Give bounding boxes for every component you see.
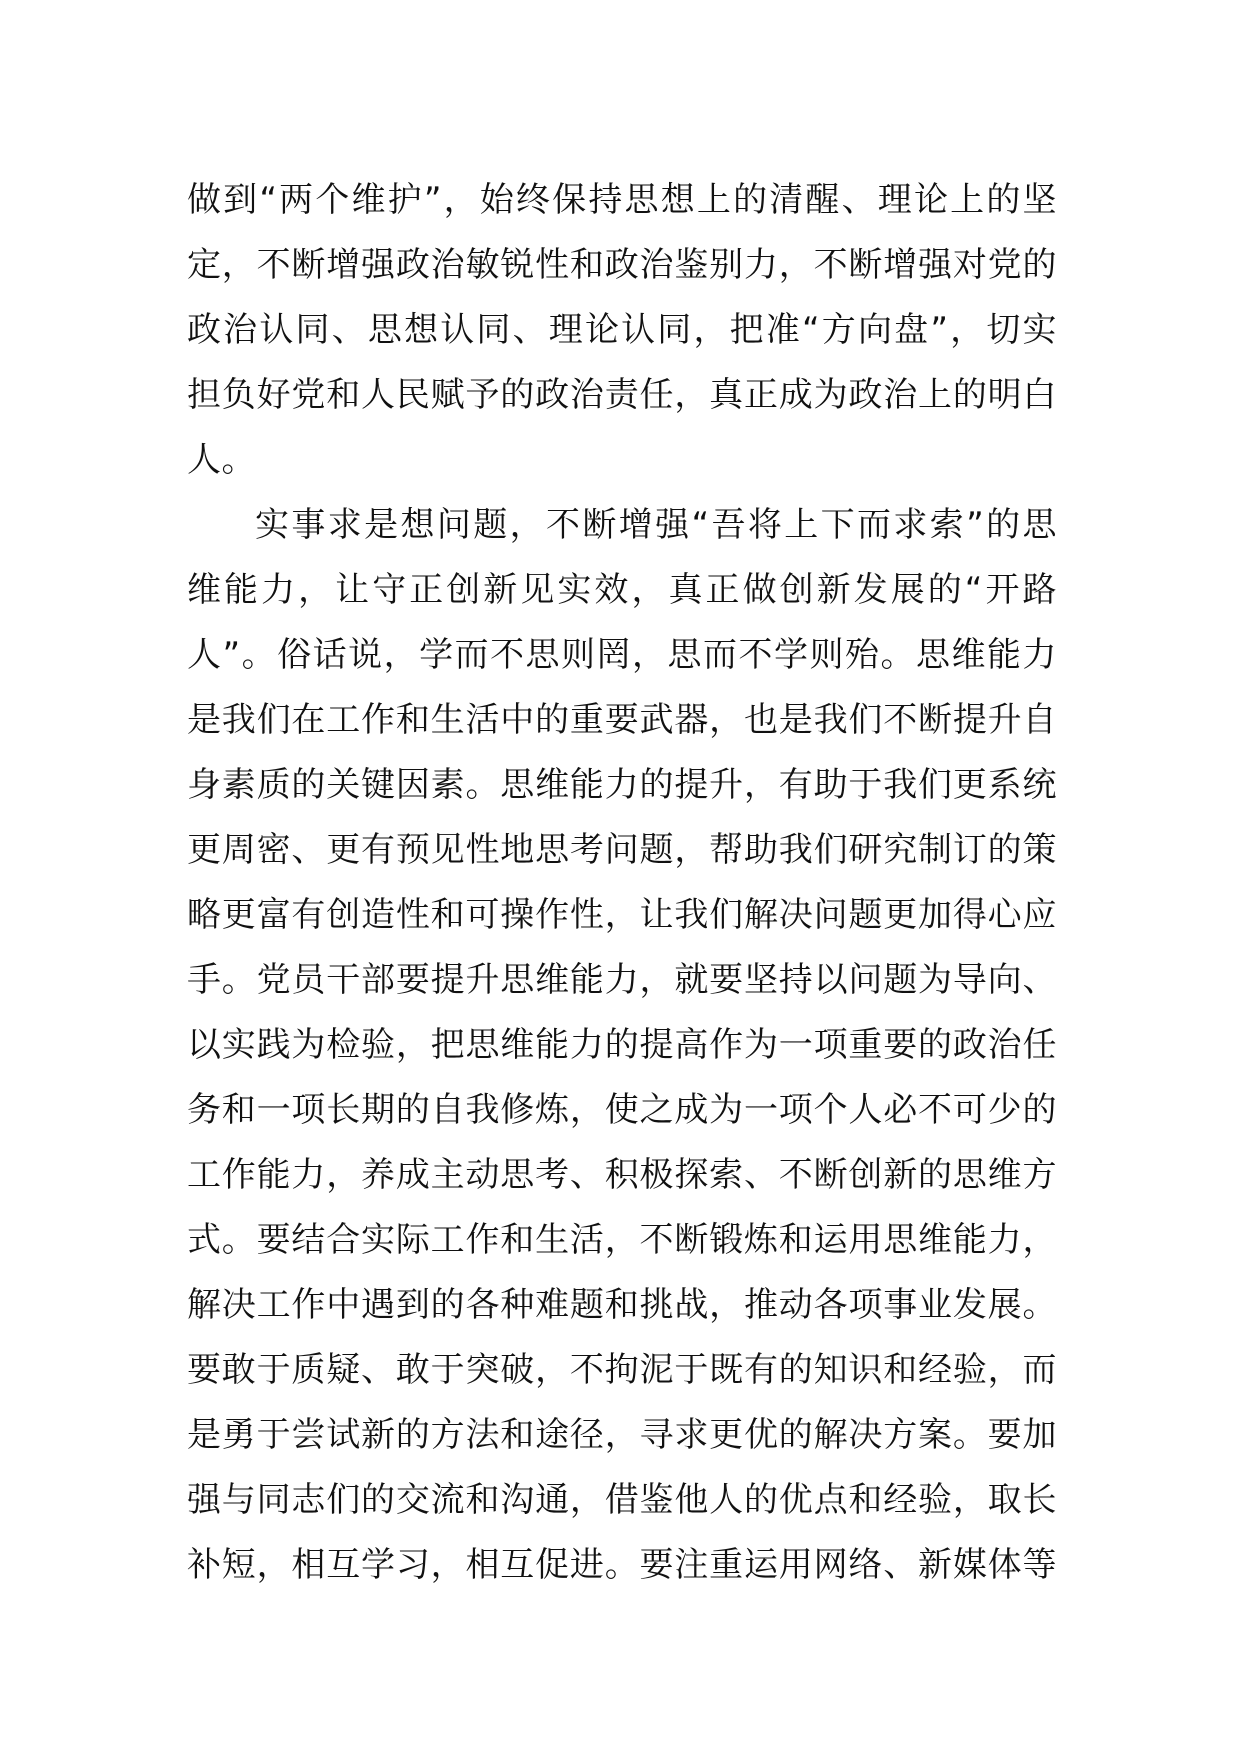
paragraph-line: 实事求是想问题，不断增强“吾将上下而求索”的思: [255, 505, 1057, 545]
paragraph-line: 工作能力，养成主动思考、积极探索、不断创新的思维方: [187, 1155, 1057, 1195]
paragraph-line: 定，不断增强政治敏锐性和政治鉴别力，不断增强对党的: [187, 245, 1057, 285]
paragraph-line: 要敢于质疑、敢于突破，不拘泥于既有的知识和经验，而: [187, 1350, 1057, 1390]
paragraph-line: 担负好党和人民赋予的政治责任，真正成为政治上的明白: [187, 375, 1057, 415]
paragraph-line: 略更富有创造性和可操作性，让我们解决问题更加得心应: [187, 895, 1057, 935]
paragraph-2: [187, 493, 1057, 1598]
paragraph-line: 手。党员干部要提升思维能力，就要坚持以问题为导向、: [187, 960, 1057, 1000]
paragraph-line: 政治认同、思想认同、理论认同，把准“方向盘”，切实: [187, 310, 1057, 350]
paragraph-line: 是勇于尝试新的方法和途径，寻求更优的解决方案。要加: [187, 1415, 1057, 1455]
paragraph-line: 以实践为检验，把思维能力的提高作为一项重要的政治任: [187, 1025, 1057, 1065]
paragraph-1: [187, 168, 1057, 493]
paragraph-line: 式。要结合实际工作和生活，不断锻炼和运用思维能力，: [187, 1220, 1057, 1260]
paragraph-line: 解决工作中遇到的各种难题和挑战，推动各项事业发展。: [187, 1285, 1057, 1325]
paragraph-line: 人”。俗话说，学而不思则罔，思而不学则殆。思维能力: [187, 635, 1057, 675]
paragraph-line: 补短，相互学习，相互促进。要注重运用网络、新媒体等: [187, 1545, 1057, 1585]
paragraph-line: 强与同志们的交流和沟通，借鉴他人的优点和经验，取长: [187, 1480, 1057, 1520]
paragraph-line: 身素质的关键因素。思维能力的提升，有助于我们更系统: [187, 765, 1057, 805]
paragraph-line: 人。: [187, 440, 256, 480]
paragraph-line: 维能力，让守正创新见实效，真正做创新发展的“开路: [187, 570, 1057, 610]
paragraph-line: 是我们在工作和生活中的重要武器，也是我们不断提升自: [187, 700, 1057, 740]
paragraph-line: 更周密、更有预见性地思考问题，帮助我们研究制订的策: [187, 830, 1057, 870]
paragraph-line: 做到“两个维护”，始终保持思想上的清醒、理论上的坚: [187, 180, 1057, 220]
document-body: [187, 168, 1057, 1598]
paragraph-line: 务和一项长期的自我修炼，使之成为一项个人必不可少的: [187, 1090, 1057, 1130]
